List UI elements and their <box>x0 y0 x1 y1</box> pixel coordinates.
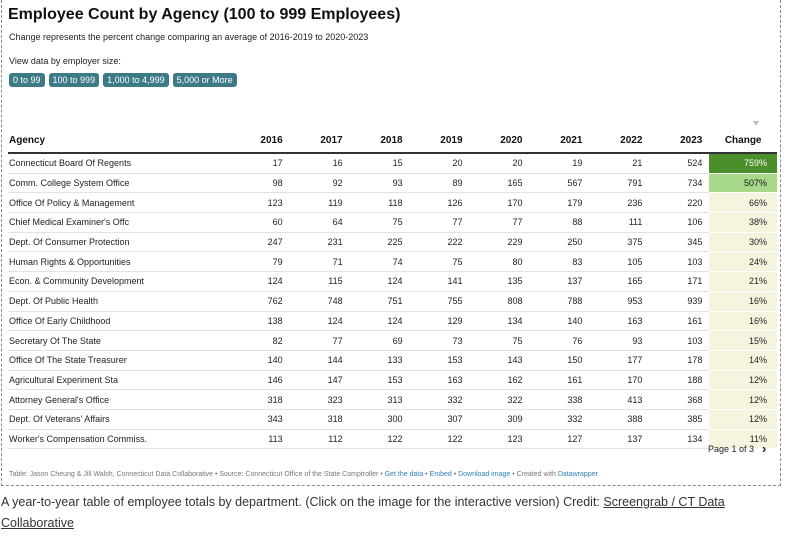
size-button-1000-4999[interactable]: 1,000 to 4,999 <box>103 73 169 87</box>
change-cell: 16% <box>709 291 777 311</box>
column-header-agency[interactable]: Agency <box>8 128 230 153</box>
year-value-cell: 162 <box>470 370 530 390</box>
agency-cell: Comm. College System Office <box>8 173 230 193</box>
year-value-cell: 20 <box>410 153 470 173</box>
footer-separator: • <box>423 471 430 478</box>
column-header-2018[interactable]: 2018 <box>350 128 410 153</box>
year-value-cell: 165 <box>470 173 530 193</box>
year-value-cell: 93 <box>589 331 649 351</box>
year-value-cell: 751 <box>350 291 410 311</box>
year-value-cell: 111 <box>589 213 649 233</box>
column-header-change[interactable]: Change <box>709 128 777 153</box>
year-value-cell: 77 <box>470 213 530 233</box>
table-row <box>8 429 777 449</box>
year-value-cell: 332 <box>410 390 470 410</box>
year-value-cell: 755 <box>410 291 470 311</box>
year-value-cell: 788 <box>529 291 589 311</box>
year-value-cell: 161 <box>649 311 709 331</box>
year-value-cell: 134 <box>470 311 530 331</box>
table-row <box>8 272 777 292</box>
table-footer <box>9 471 598 478</box>
change-cell: 24% <box>709 252 777 272</box>
column-header-2016[interactable]: 2016 <box>230 128 290 153</box>
size-button-100-999[interactable]: 100 to 999 <box>49 73 100 87</box>
year-value-cell: 178 <box>649 350 709 370</box>
year-value-cell: 77 <box>290 331 350 351</box>
datawrapper-link[interactable]: Datawrapper <box>557 471 598 478</box>
year-value-cell: 135 <box>470 272 530 292</box>
year-value-cell: 808 <box>470 291 530 311</box>
change-cell: 12% <box>709 409 777 429</box>
agency-cell: Human Rights & Opportunities <box>8 252 230 272</box>
year-value-cell: 524 <box>649 153 709 173</box>
column-header-2020[interactable]: 2020 <box>470 128 530 153</box>
agency-cell: Office Of Early Childhood <box>8 311 230 331</box>
get-data-link[interactable]: Get the data <box>384 471 424 478</box>
table-header-row <box>8 128 777 153</box>
change-cell: 12% <box>709 390 777 410</box>
year-value-cell: 88 <box>529 213 589 233</box>
year-value-cell: 368 <box>649 390 709 410</box>
agency-cell: Dept. Of Public Health <box>8 291 230 311</box>
year-value-cell: 15 <box>350 153 410 173</box>
year-value-cell: 229 <box>470 232 530 252</box>
year-value-cell: 75 <box>470 331 530 351</box>
year-value-cell: 171 <box>649 272 709 292</box>
year-value-cell: 16 <box>290 153 350 173</box>
year-value-cell: 69 <box>350 331 410 351</box>
agency-cell: Dept. Of Consumer Protection <box>8 232 230 252</box>
change-cell: 21% <box>709 272 777 292</box>
year-value-cell: 75 <box>350 213 410 233</box>
year-value-cell: 748 <box>290 291 350 311</box>
column-header-2022[interactable]: 2022 <box>589 128 649 153</box>
year-value-cell: 231 <box>290 232 350 252</box>
year-value-cell: 124 <box>350 311 410 331</box>
change-cell: 38% <box>709 213 777 233</box>
agency-cell: Office Of Policy & Management <box>8 193 230 213</box>
year-value-cell: 318 <box>230 390 290 410</box>
year-value-cell: 225 <box>350 232 410 252</box>
column-header-2019[interactable]: 2019 <box>410 128 470 153</box>
year-value-cell: 413 <box>589 390 649 410</box>
year-value-cell: 140 <box>529 311 589 331</box>
size-button-5000-plus[interactable]: 5,000 or More <box>173 73 237 87</box>
year-value-cell: 71 <box>290 252 350 272</box>
change-cell: 12% <box>709 370 777 390</box>
table-row <box>8 193 777 213</box>
year-value-cell: 385 <box>649 409 709 429</box>
year-value-cell: 323 <box>290 390 350 410</box>
year-value-cell: 113 <box>230 429 290 449</box>
year-value-cell: 137 <box>529 272 589 292</box>
year-value-cell: 567 <box>529 173 589 193</box>
agency-cell: Dept. Of Veterans' Affairs <box>8 409 230 429</box>
credit-link[interactable]: Screengrab / CT Data Collaborative <box>1 495 725 530</box>
year-value-cell: 153 <box>410 350 470 370</box>
year-value-cell: 89 <box>410 173 470 193</box>
year-value-cell: 179 <box>529 193 589 213</box>
table-row <box>8 370 777 390</box>
year-value-cell: 388 <box>589 409 649 429</box>
agency-cell: Econ. & Community Development <box>8 272 230 292</box>
year-value-cell: 338 <box>529 390 589 410</box>
table-row <box>8 291 777 311</box>
year-value-cell: 124 <box>230 272 290 292</box>
footer-created-with: • Created with <box>510 471 558 478</box>
year-value-cell: 118 <box>350 193 410 213</box>
download-image-link[interactable]: Download image <box>458 471 511 478</box>
change-cell: 16% <box>709 311 777 331</box>
footer-separator: • <box>451 471 459 478</box>
year-value-cell: 79 <box>230 252 290 272</box>
year-value-cell: 106 <box>649 213 709 233</box>
year-value-cell: 343 <box>230 409 290 429</box>
agency-cell: Worker's Compensation Commiss. <box>8 429 230 449</box>
year-value-cell: 122 <box>350 429 410 449</box>
year-value-cell: 103 <box>649 252 709 272</box>
year-value-cell: 112 <box>290 429 350 449</box>
year-value-cell: 953 <box>589 291 649 311</box>
year-value-cell: 126 <box>410 193 470 213</box>
year-value-cell: 791 <box>589 173 649 193</box>
year-value-cell: 939 <box>649 291 709 311</box>
year-value-cell: 119 <box>290 193 350 213</box>
year-value-cell: 133 <box>350 350 410 370</box>
agency-cell: Attorney General's Office <box>8 390 230 410</box>
table-row <box>8 232 777 252</box>
year-value-cell: 332 <box>529 409 589 429</box>
table-row <box>8 173 777 193</box>
year-value-cell: 322 <box>470 390 530 410</box>
year-value-cell: 141 <box>410 272 470 292</box>
agency-cell: Office Of The State Treasurer <box>8 350 230 370</box>
year-value-cell: 98 <box>230 173 290 193</box>
employer-size-buttons <box>9 73 237 87</box>
year-value-cell: 762 <box>230 291 290 311</box>
table-row <box>8 350 777 370</box>
table-row <box>8 409 777 429</box>
year-value-cell: 17 <box>230 153 290 173</box>
table-row <box>8 252 777 272</box>
table-row <box>8 153 777 173</box>
year-value-cell: 124 <box>350 272 410 292</box>
year-value-cell: 82 <box>230 331 290 351</box>
year-value-cell: 19 <box>529 153 589 173</box>
year-value-cell: 115 <box>290 272 350 292</box>
year-value-cell: 73 <box>410 331 470 351</box>
table-row <box>8 311 777 331</box>
chevron-right-icon[interactable]: › <box>762 441 767 456</box>
year-value-cell: 75 <box>410 252 470 272</box>
year-value-cell: 307 <box>410 409 470 429</box>
year-value-cell: 734 <box>649 173 709 193</box>
year-value-cell: 161 <box>529 370 589 390</box>
pagination-label: Page 1 of 3 <box>708 444 755 454</box>
agency-cell: Secretary Of The State <box>8 331 230 351</box>
year-value-cell: 77 <box>410 213 470 233</box>
employee-table <box>8 128 777 449</box>
chart-card <box>1 0 781 486</box>
table-body <box>8 153 777 449</box>
year-value-cell: 150 <box>529 350 589 370</box>
year-value-cell: 146 <box>230 370 290 390</box>
year-value-cell: 375 <box>589 232 649 252</box>
year-value-cell: 129 <box>410 311 470 331</box>
year-value-cell: 165 <box>589 272 649 292</box>
year-value-cell: 122 <box>410 429 470 449</box>
table-row <box>8 213 777 233</box>
column-header-2021[interactable]: 2021 <box>529 128 589 153</box>
year-value-cell: 92 <box>290 173 350 193</box>
page-title: Employee Count by Agency (100 to 999 Employees) <box>8 6 401 23</box>
table-row <box>8 331 777 351</box>
view-label: View data by employer size: <box>9 56 121 66</box>
year-value-cell: 300 <box>350 409 410 429</box>
change-cell: 66% <box>709 193 777 213</box>
year-value-cell: 80 <box>470 252 530 272</box>
year-value-cell: 177 <box>589 350 649 370</box>
year-value-cell: 153 <box>350 370 410 390</box>
year-value-cell: 188 <box>649 370 709 390</box>
year-value-cell: 124 <box>290 311 350 331</box>
year-value-cell: 76 <box>529 331 589 351</box>
year-value-cell: 21 <box>589 153 649 173</box>
year-value-cell: 123 <box>470 429 530 449</box>
year-value-cell: 134 <box>649 429 709 449</box>
year-value-cell: 163 <box>589 311 649 331</box>
change-cell: 759% <box>709 153 777 173</box>
year-value-cell: 250 <box>529 232 589 252</box>
year-value-cell: 74 <box>350 252 410 272</box>
agency-cell: Agricultural Experiment Sta <box>8 370 230 390</box>
year-value-cell: 163 <box>410 370 470 390</box>
year-value-cell: 123 <box>230 193 290 213</box>
size-button-0-99[interactable]: 0 to 99 <box>9 73 45 87</box>
caption-text: A year-to-year table of employee totals by department. (Click on the image for the interactive version) Credit: <box>1 495 604 509</box>
agency-cell: Chief Medical Examiner's Offc <box>8 213 230 233</box>
year-value-cell: 170 <box>470 193 530 213</box>
year-value-cell: 137 <box>589 429 649 449</box>
year-value-cell: 313 <box>350 390 410 410</box>
year-value-cell: 140 <box>230 350 290 370</box>
year-value-cell: 64 <box>290 213 350 233</box>
year-value-cell: 222 <box>410 232 470 252</box>
agency-cell: Connecticut Board Of Regents <box>8 153 230 173</box>
image-caption <box>1 492 791 534</box>
year-value-cell: 318 <box>290 409 350 429</box>
year-value-cell: 103 <box>649 331 709 351</box>
year-value-cell: 220 <box>649 193 709 213</box>
year-value-cell: 20 <box>470 153 530 173</box>
footer-credits: Table: Jason Cheung & Jill Walsh, Connecticut Data Collaborative • Source: Connecticut Office of the State Comptroller • <box>9 471 385 478</box>
year-value-cell: 309 <box>470 409 530 429</box>
year-value-cell: 170 <box>589 370 649 390</box>
year-value-cell: 138 <box>230 311 290 331</box>
sort-arrow-icon[interactable] <box>753 121 759 126</box>
year-value-cell: 93 <box>350 173 410 193</box>
year-value-cell: 147 <box>290 370 350 390</box>
year-value-cell: 60 <box>230 213 290 233</box>
table-row <box>8 390 777 410</box>
change-cell: 507% <box>709 173 777 193</box>
column-header-2017[interactable]: 2017 <box>290 128 350 153</box>
embed-link[interactable]: Embed <box>429 471 452 478</box>
year-value-cell: 247 <box>230 232 290 252</box>
change-cell: 30% <box>709 232 777 252</box>
year-value-cell: 127 <box>529 429 589 449</box>
subtitle: Change represents the percent change comparing an average of 2016-2019 to 2020-2023 <box>9 32 369 42</box>
year-value-cell: 83 <box>529 252 589 272</box>
year-value-cell: 105 <box>589 252 649 272</box>
year-value-cell: 144 <box>290 350 350 370</box>
column-header-2023[interactable]: 2023 <box>649 128 709 153</box>
change-cell: 11% <box>709 429 777 449</box>
year-value-cell: 236 <box>589 193 649 213</box>
year-value-cell: 143 <box>470 350 530 370</box>
change-cell: 15% <box>709 331 777 351</box>
change-cell: 14% <box>709 350 777 370</box>
year-value-cell: 345 <box>649 232 709 252</box>
